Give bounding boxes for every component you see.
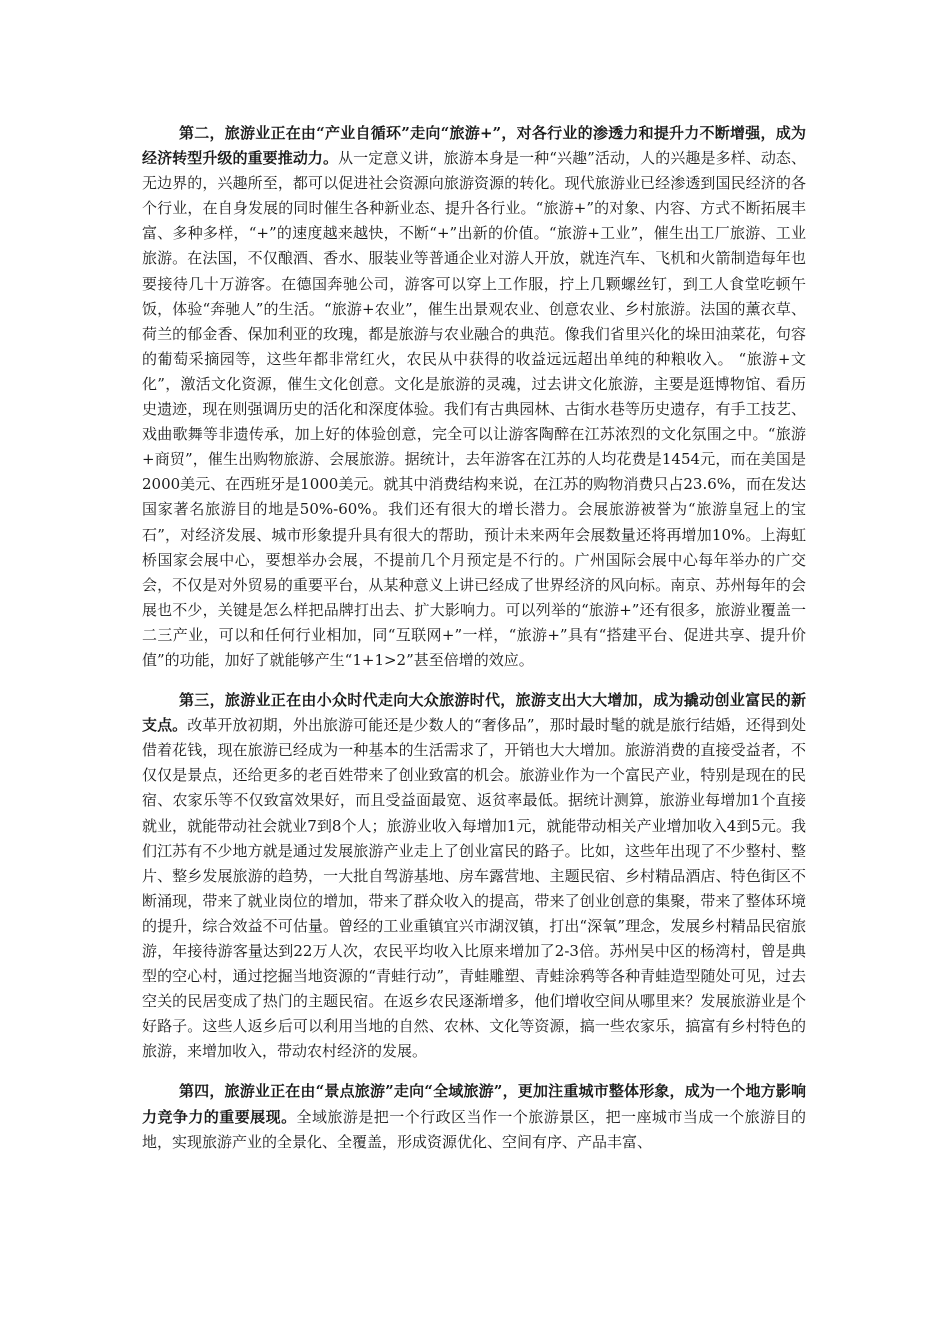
paragraph-lead: 第二，旅游业正在由“产业自循环”走向“旅游+”，对各行业的渗透力和提升力不断增强，成为经济转型升级的重要推动力。 — [142, 124, 806, 168]
paragraph-second — [142, 121, 806, 673]
paragraph-lead: 第三，旅游业正在由小众时代走向大众旅游时代，旅游支出大大增加，成为撬动创业富民的新支点。 — [142, 691, 806, 735]
paragraph-third — [142, 688, 806, 1064]
paragraph-body: 全域旅游是把一个行政区当作一个旅游景区，把一座城市当成一个旅游目的地，实现旅游产业的全景化、全覆盖，形成资源优化、空间有序、产品丰富、 — [142, 1107, 806, 1151]
paragraph-lead: 第四，旅游业正在由“景点旅游”走向“全域旅游”，更加注重城市整体形象，成为一个地方影响力竞争力的重要展现。 — [142, 1082, 806, 1126]
paragraph-body: 改革开放初期，外出旅游可能还是少数人的“奢侈品”，那时最时髦的就是旅行结婚，还得到处借着花钱，现在旅游已经成为一种基本的生活需求了，开销也大大增加。旅游消费的直接受益者，不仅仅是景点，还给更多的老百姓带来了创业致富的机会。旅游业作为一个富民产业，特别是现在的民宿、农家乐等不仅致富效果好，而且受益面最宽、返贫率最低。据统计测算，旅游业每增加1个直接就业，就能带动社会就业7到8个人；旅游业收入每增加1元，就能带动相关产业增加收入4到5元。我们江苏有不少地方就是通过发展旅游产业走上了创业富民的路子。比如，这些年出现了不少整村、整片、整乡发展旅游的趋势，一大批自驾游基地、房车露营地、主题民宿、乡村精品酒店、特色街区不断涌现，带来了就业岗位的增加，带来了群众收入的提高，带来了创业创意的集聚，带来了整体环境的提升，综合效益不可估量。曾经的工业重镇宜兴市湖汊镇，打出“深氧”理念，发展乡村精品民宿旅游，年接待游客量达到22万人次，农民平均收入比原来增加了2-3倍。苏州吴中区的杨湾村，曾是典型的空心村，通过挖掘当地资源的“青蛙行动”，青蛙雕塑、青蛙涂鸦等各种青蛙造型随处可见，过去空关的民居变成了热门的主题民宿。在返乡农民逐渐增多，他们增收空间从哪里来？发展旅游业是个好路子。这些人返乡后可以利用当地的自然、农林、文化等资源，搞一些农家乐，搞富有乡村特色的旅游，来增加收入，带动农村经济的发展。 — [142, 716, 806, 1061]
document-page — [142, 121, 806, 1170]
paragraph-fourth — [142, 1079, 806, 1154]
paragraph-body: 从一定意义讲，旅游本身是一种“兴趣”活动，人的兴趣是多样、动态、无边界的，兴趣所至，都可以促进社会资源向旅游资源的转化。现代旅游业已经渗透到国民经济的各个行业，在自身发展的同时催生各种新业态、提升各行业。“旅游+”的对象、内容、方式不断拓展丰富、多种多样，“+”的速度越来越快，不断“+”出新的价值。“旅游+工业”，催生出工厂旅游、工业旅游。在法国，不仅酿酒、香水、服装业等普通企业对游人开放，就连汽车、飞机和火箭制造每年也要接待几十万游客。在德国奔驰公司，游客可以穿上工作服，拧上几颗螺丝钉，到工人食堂吃顿午饭，体验“奔驰人”的生活。“旅游+农业”，催生出景观农业、创意农业、乡村旅游。法国的薰衣草、荷兰的郁金香、保加利亚的玫瑰，都是旅游与农业融合的典范。像我们省里兴化的垛田油菜花，句容的葡萄采摘园等，这些年都非常红火，农民从中获得的收益远远超出单纯的种粮收入。 “旅游+文化”，激活文化资源，催生文化创意。文化是旅游的灵魂，过去讲文化旅游，主要是逛博物馆、看历史遗迹，现在则强调历史的活化和深度体验。我们有古典园林、古街水巷等历史遗存，有手工技艺、戏曲歌舞等非遗传承，加上好的体验创意，完全可以让游客陶醉在江苏浓烈的文化氛围之中。“旅游+商贸”，催生出购物旅游、会展旅游。据统计，去年游客在江苏的人均花费是1454元，而在美国是2000美元、在西班牙是1000美元。就其中消费结构来说，在江苏的购物消费只占23.6%，而在发达国家著名旅游目的地是50%-60%。我们还有很大的增长潜力。会展旅游被誉为“旅游皇冠上的宝石”，对经济发展、城市形象提升具有很大的帮助，预计未来两年会展数量还将再增加10%。上海虹桥国家会展中心，要想举办会展，不提前几个月预定是不行的。广州国际会展中心每年举办的广交会，不仅是对外贸易的重要平台，从某种意义上讲已经成了世界经济的风向标。南京、苏州每年的会展也不少，关键是怎么样把品牌打出去、扩大影响力。可以列举的“旅游+”还有很多，旅游业覆盖一二三产业，可以和任何行业相加，同“互联网+”一样，“旅游+”具有“搭建平台、促进共享、提升价值”的功能，加好了就能够产生“1+1>2”甚至倍增的效应。 — [142, 149, 807, 669]
